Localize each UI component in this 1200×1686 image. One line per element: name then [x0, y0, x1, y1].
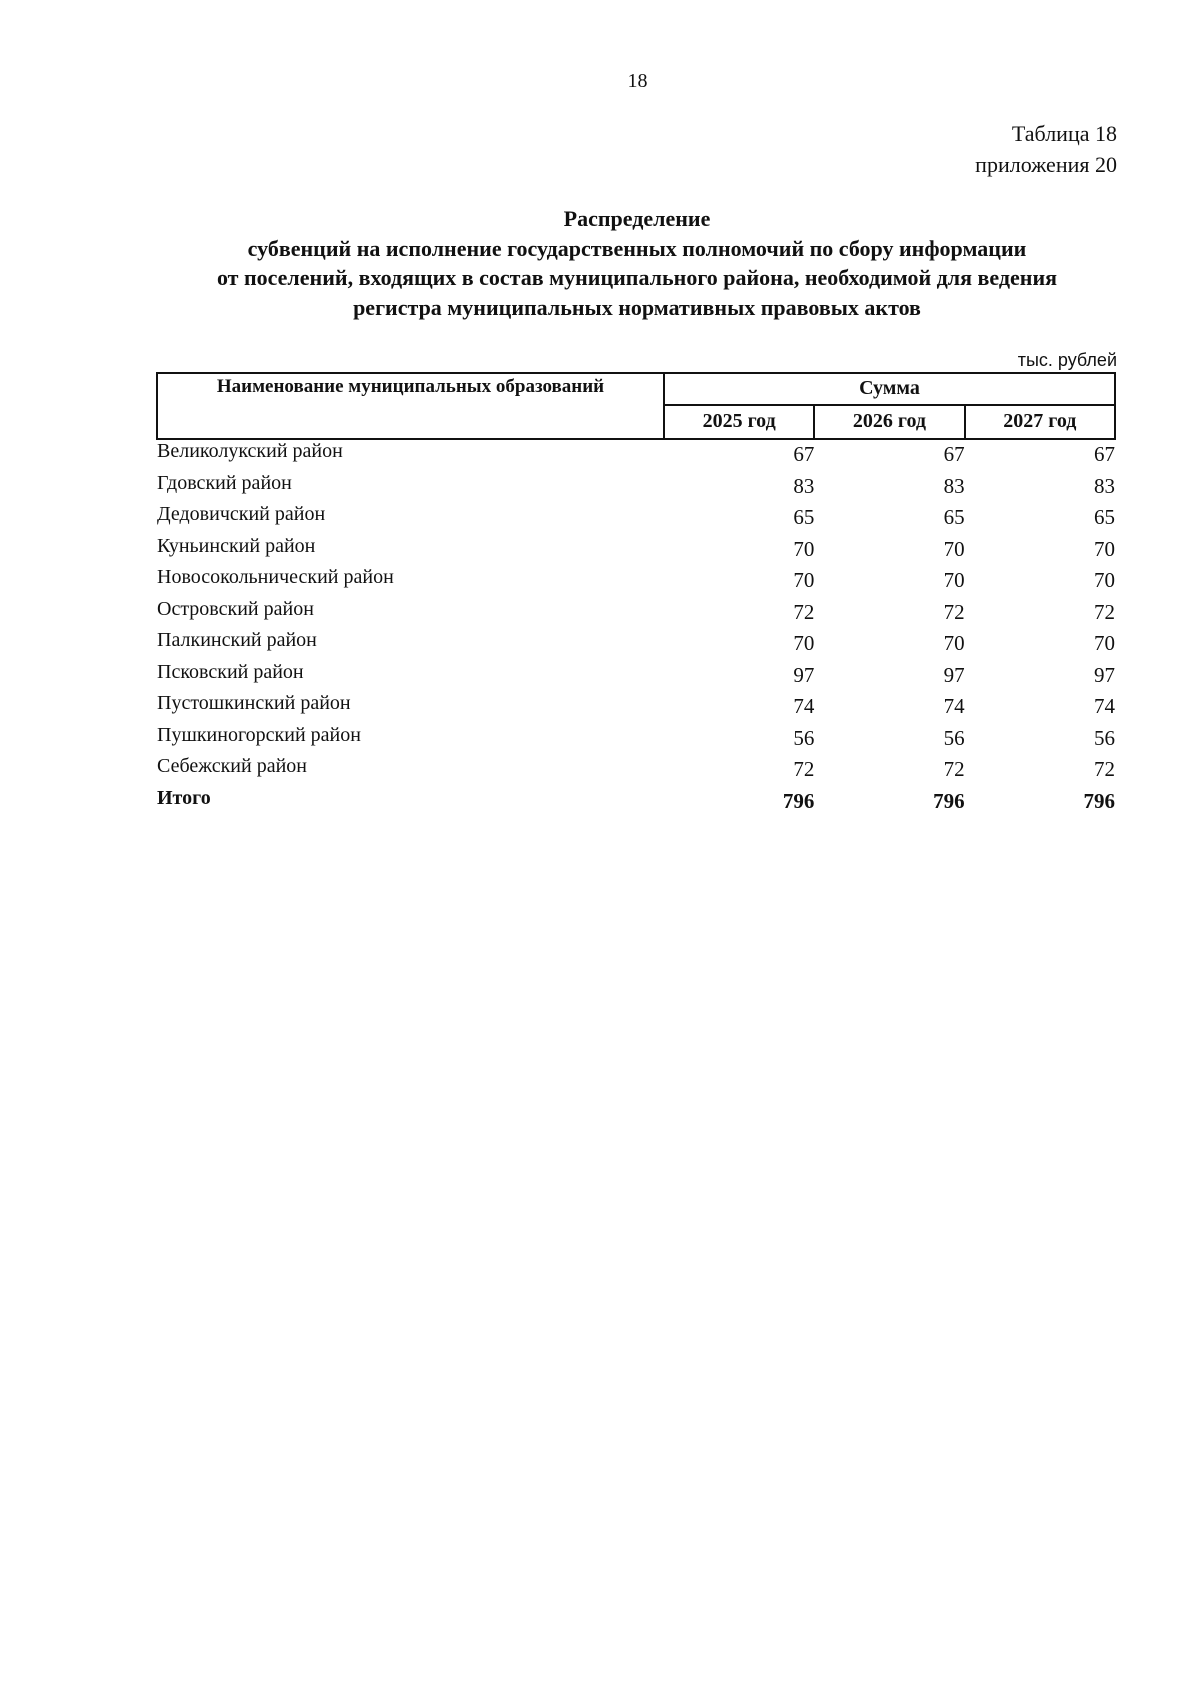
header-sum: Сумма: [664, 373, 1115, 405]
table-row: [157, 629, 1115, 661]
table-row: [157, 472, 1115, 504]
row-value-2027: 70: [1094, 536, 1115, 561]
row-name: Великолукский район: [157, 440, 343, 462]
row-value-2027: 97: [1094, 662, 1115, 687]
table-row: [157, 503, 1115, 535]
total-label: Итого: [157, 786, 211, 809]
row-value-2026: 97: [943, 662, 965, 687]
row-name: Дедовичский район: [157, 503, 326, 525]
table-row: [157, 755, 1115, 787]
row-name: Пушкиногорский район: [157, 723, 361, 746]
appendix-number: приложения 20: [975, 152, 1117, 177]
table-row: [157, 439, 1115, 472]
row-value-2025: 70: [793, 568, 815, 592]
page-number: 18: [627, 70, 648, 92]
table-row: [157, 661, 1115, 693]
document-title: [130, 204, 1144, 322]
row-name: Куньинский район: [157, 534, 316, 557]
table-row: [157, 692, 1115, 724]
row-value-2026: 70: [943, 568, 965, 592]
row-value-2027: 72: [1094, 757, 1115, 781]
table-row: [157, 598, 1115, 630]
table-reference: [975, 118, 1117, 180]
row-value-2027: 70: [1094, 568, 1115, 592]
row-name: Пустошкинский район: [157, 692, 351, 714]
row-name: Псковский район: [157, 660, 304, 683]
row-value-2027: 56: [1094, 725, 1115, 750]
header-name: Наименование муниципальных образований: [157, 373, 664, 439]
table-number: Таблица 18: [1011, 121, 1117, 146]
row-value-2027: 74: [1094, 694, 1115, 718]
row-value-2026: 74: [943, 694, 965, 718]
row-value-2027: 70: [1094, 631, 1115, 655]
row-value-2026: 56: [943, 725, 965, 750]
total-value-2025: 796: [782, 788, 815, 813]
row-value-2027: 72: [1094, 599, 1115, 624]
row-name: Себежский район: [157, 755, 307, 777]
row-name: Палкинский район: [157, 629, 317, 651]
title-line-4: регистра муниципальных нормативных правовых актов: [353, 294, 921, 320]
row-value-2025: 74: [793, 694, 815, 718]
row-value-2026: 83: [943, 473, 965, 498]
table-row: [157, 724, 1115, 756]
row-value-2027: 67: [1094, 442, 1115, 466]
table-row: [157, 535, 1115, 567]
header-year-2025: 2025 год: [664, 405, 814, 439]
row-value-2026: 67: [943, 442, 965, 466]
row-value-2025: 56: [793, 725, 815, 750]
row-value-2026: 65: [943, 505, 965, 529]
total-value-2026: 796: [933, 788, 965, 813]
row-value-2027: 65: [1094, 505, 1115, 529]
total-row: [157, 787, 1115, 819]
row-value-2027: 83: [1094, 473, 1115, 498]
row-value-2025: 70: [793, 631, 815, 655]
row-name: Новосокольнический район: [157, 566, 394, 588]
unit-label: тыс. рублей: [1017, 350, 1117, 370]
title-line-1: Распределение: [563, 206, 711, 231]
row-value-2025: 67: [793, 442, 815, 466]
row-value-2025: 97: [793, 662, 815, 687]
row-value-2025: 72: [793, 599, 815, 624]
header-year-2027: 2027 год: [965, 405, 1115, 439]
row-value-2026: 70: [943, 536, 965, 561]
row-value-2026: 72: [943, 757, 965, 781]
subvention-table: [156, 372, 1116, 818]
title-line-3: от поселений, входящих в состав муниципального района, необходимой для ведения: [216, 265, 1058, 290]
row-name: Островский район: [157, 597, 314, 620]
row-value-2025: 83: [793, 473, 815, 498]
row-value-2025: 65: [793, 505, 815, 529]
title-line-2: субвенций на исполнение государственных полномочий по сбору информации: [247, 235, 1027, 261]
row-value-2026: 72: [943, 599, 965, 624]
row-value-2026: 70: [943, 631, 965, 655]
header-year-2026: 2026 год: [814, 405, 964, 439]
table-row: [157, 566, 1115, 598]
row-value-2025: 70: [793, 536, 815, 561]
row-value-2025: 72: [793, 757, 815, 781]
total-value-2027: 796: [1083, 788, 1115, 813]
row-name: Гдовский район: [157, 471, 292, 494]
